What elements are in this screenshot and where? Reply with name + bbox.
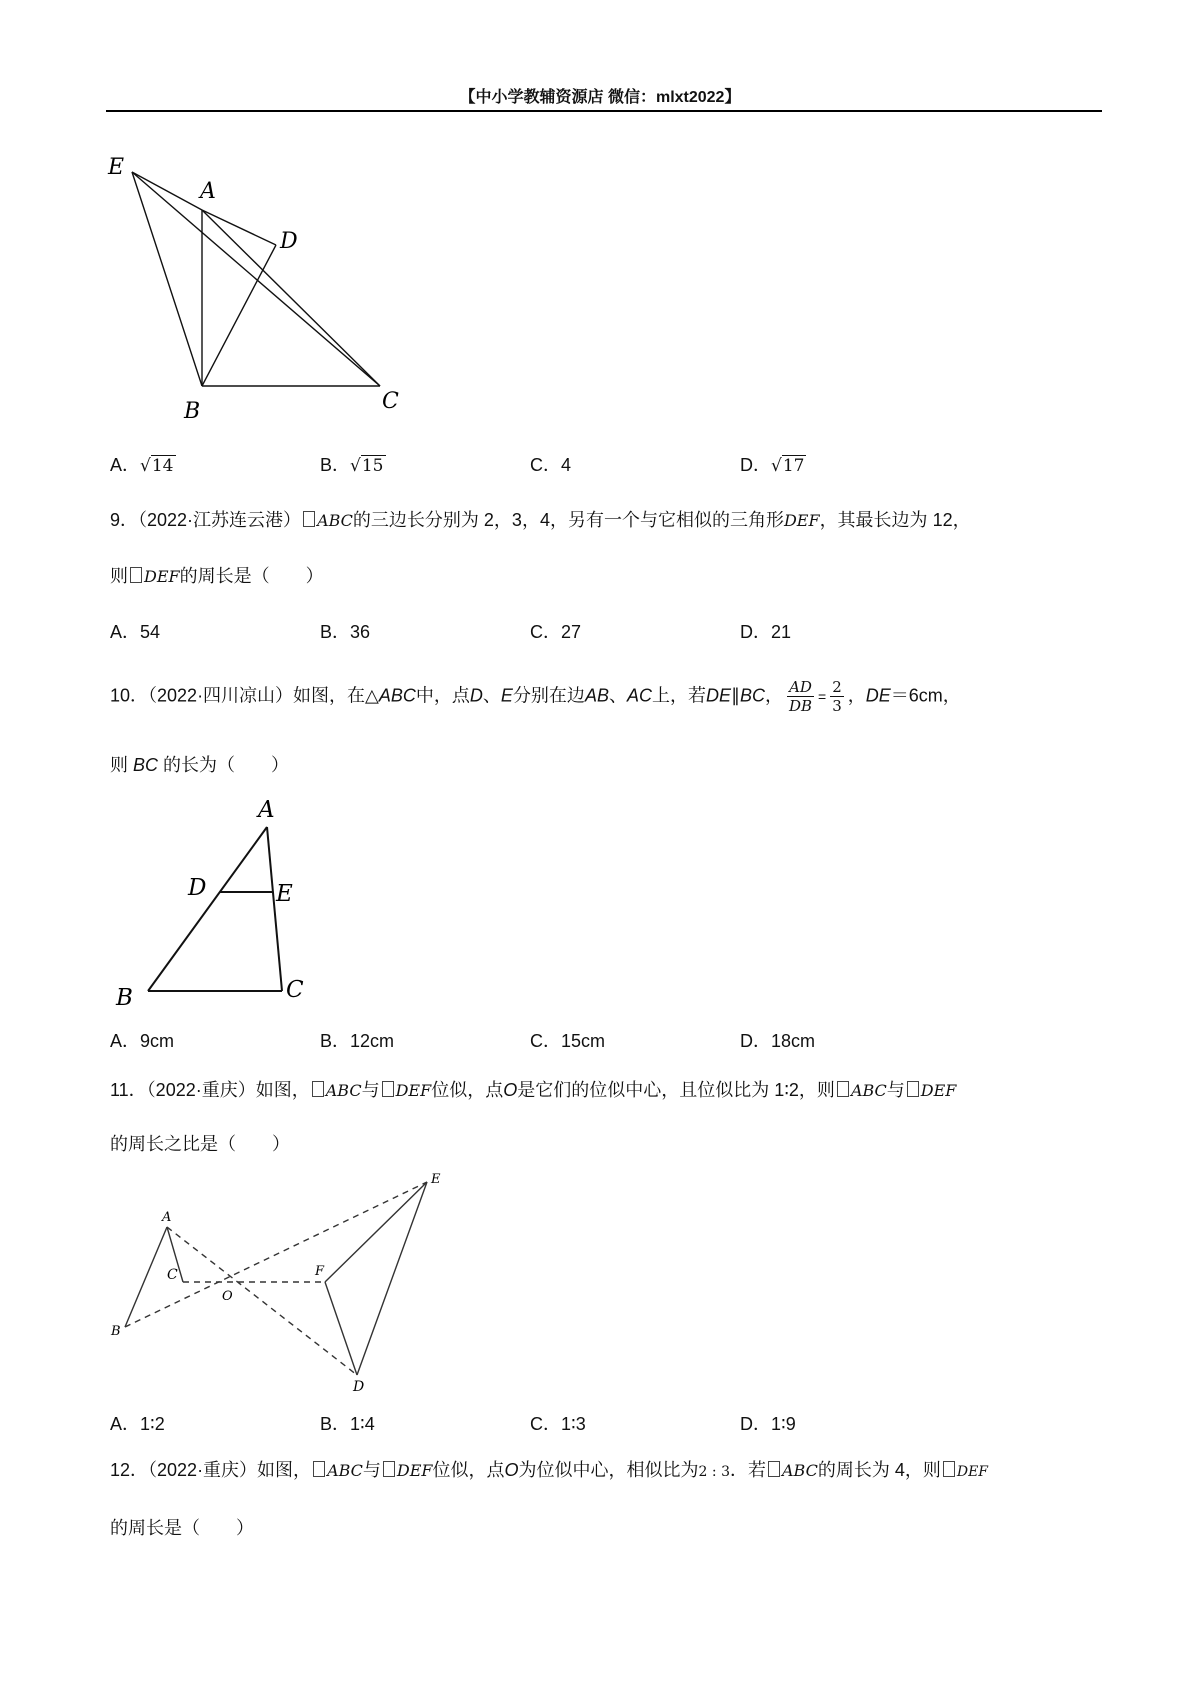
fig2-label-d: D xyxy=(188,875,207,901)
fig1-label-e: E xyxy=(108,155,125,180)
q11-stem-line1: 11．（2022·重庆）如图， ABC与 DEF位似，点O是它们的位似中心，且位似比为 1∶2，则 ABC与 DEF xyxy=(110,1080,957,1100)
fig1-label-c: C xyxy=(382,389,399,414)
fig1-seg-bd xyxy=(202,245,276,386)
figure-q11 xyxy=(105,1172,465,1400)
fig3-label-f: F xyxy=(315,1264,325,1279)
triangle-symbol xyxy=(312,1081,324,1097)
q10-stem-line2: 则 BC 的长为（ ） xyxy=(110,755,290,775)
fig3-seg-ef xyxy=(325,1182,427,1282)
q9-stem-line1: 9．（2022·江苏连云港） ABC的三边长分别为 2，3，4，另有一个与它相似的三角形DEF，其最长边为 12， xyxy=(110,510,971,530)
page-header: 【中小学教辅资源店 微信：mlxt2022】 xyxy=(459,89,741,106)
fig3-seg-ab xyxy=(125,1227,167,1327)
fig2-label-c: C xyxy=(286,977,304,1003)
q11-option-d[interactable]: D．1∶9 xyxy=(740,1414,796,1434)
q12-stem-line1: 12．（2022·重庆）如图， ABC与 DEF位似，点O为位似中心，相似比为2 : 3．若 ABC的周长为 4，则 DEF xyxy=(110,1460,989,1480)
fig2-label-a: A xyxy=(258,797,275,823)
fig3-label-o: O xyxy=(222,1289,233,1304)
triangle-symbol xyxy=(907,1081,919,1097)
q10-option-a[interactable]: A．9cm xyxy=(110,1031,175,1051)
q9-option-a[interactable]: A．54 xyxy=(110,622,161,642)
header-rule xyxy=(106,110,1102,112)
fig3-label-d: D xyxy=(353,1379,365,1395)
sqrt-expr: √14 xyxy=(140,456,174,476)
q11-option-b[interactable]: B．1∶4 xyxy=(320,1414,375,1434)
triangle-symbol xyxy=(382,1081,394,1097)
figure-q8 xyxy=(100,150,420,424)
q8-option-d[interactable]: D．√17 xyxy=(740,455,805,476)
fig3-seg-fd xyxy=(325,1282,357,1375)
q12-stem-line2: 的周长是（ ） xyxy=(110,1518,254,1538)
fraction-2-3: $\frac{2}{3}$ xyxy=(832,678,842,715)
fig2-label-e: E xyxy=(276,881,293,907)
q11-stem-line2: 的周长之比是（ ） xyxy=(110,1134,290,1154)
q8-option-a[interactable]: A．√14 xyxy=(110,455,174,476)
q8-option-c[interactable]: C．4 xyxy=(530,455,572,475)
triangle-symbol xyxy=(837,1081,849,1097)
fig1-seg-ec xyxy=(132,172,380,386)
fig1-label-a: A xyxy=(200,179,216,204)
figure-q10 xyxy=(110,795,330,1015)
q9-option-c[interactable]: C．27 xyxy=(530,622,582,642)
q10-option-b[interactable]: B．12cm xyxy=(320,1031,395,1051)
sqrt-expr: √17 xyxy=(771,456,805,476)
q10-stem-line1: 10．（2022·四川凉山）如图，在△ABC中，点D、E分别在边AB、AC上，若DE∥BC， $\frac{AD}{DB}$ = $\frac{2}{3}$ ，DE＝6cm， xyxy=(110,678,961,715)
fig3-label-c: C xyxy=(167,1267,178,1283)
q11-option-a[interactable]: A．1∶2 xyxy=(110,1414,165,1434)
fig3-label-e: E xyxy=(431,1172,441,1187)
fig1-label-d: D xyxy=(280,229,298,254)
fraction-ad-db: $\frac{AD}{DB}$ xyxy=(788,678,813,715)
triangle-symbol xyxy=(130,567,142,583)
fig2-seg-ab xyxy=(148,827,267,991)
sqrt-expr: √15 xyxy=(350,456,384,476)
q9-option-d[interactable]: D．21 xyxy=(740,622,792,642)
triangle-symbol xyxy=(768,1461,780,1477)
triangle-symbol xyxy=(313,1461,325,1477)
fig2-seg-ac xyxy=(267,827,282,991)
q10-option-d[interactable]: D．18cm xyxy=(740,1031,816,1051)
q10-option-c[interactable]: C．15cm xyxy=(530,1031,606,1051)
q9-stem-line2: 则 DEF的周长是（ ） xyxy=(110,566,324,586)
fig2-label-b: B xyxy=(116,985,133,1011)
triangle-symbol xyxy=(303,511,315,527)
fig3-label-a: A xyxy=(162,1210,172,1225)
fig1-label-b: B xyxy=(184,399,201,424)
fig1-seg-ad xyxy=(202,210,276,245)
q8-option-b[interactable]: B．√15 xyxy=(320,455,384,476)
q11-option-c[interactable]: C．1∶3 xyxy=(530,1414,586,1434)
q9-option-b[interactable]: B．36 xyxy=(320,622,371,642)
triangle-symbol xyxy=(943,1461,955,1477)
fig3-label-b: B xyxy=(111,1324,121,1339)
fig3-seg-a-o-d xyxy=(167,1227,357,1375)
triangle-symbol xyxy=(383,1461,395,1477)
